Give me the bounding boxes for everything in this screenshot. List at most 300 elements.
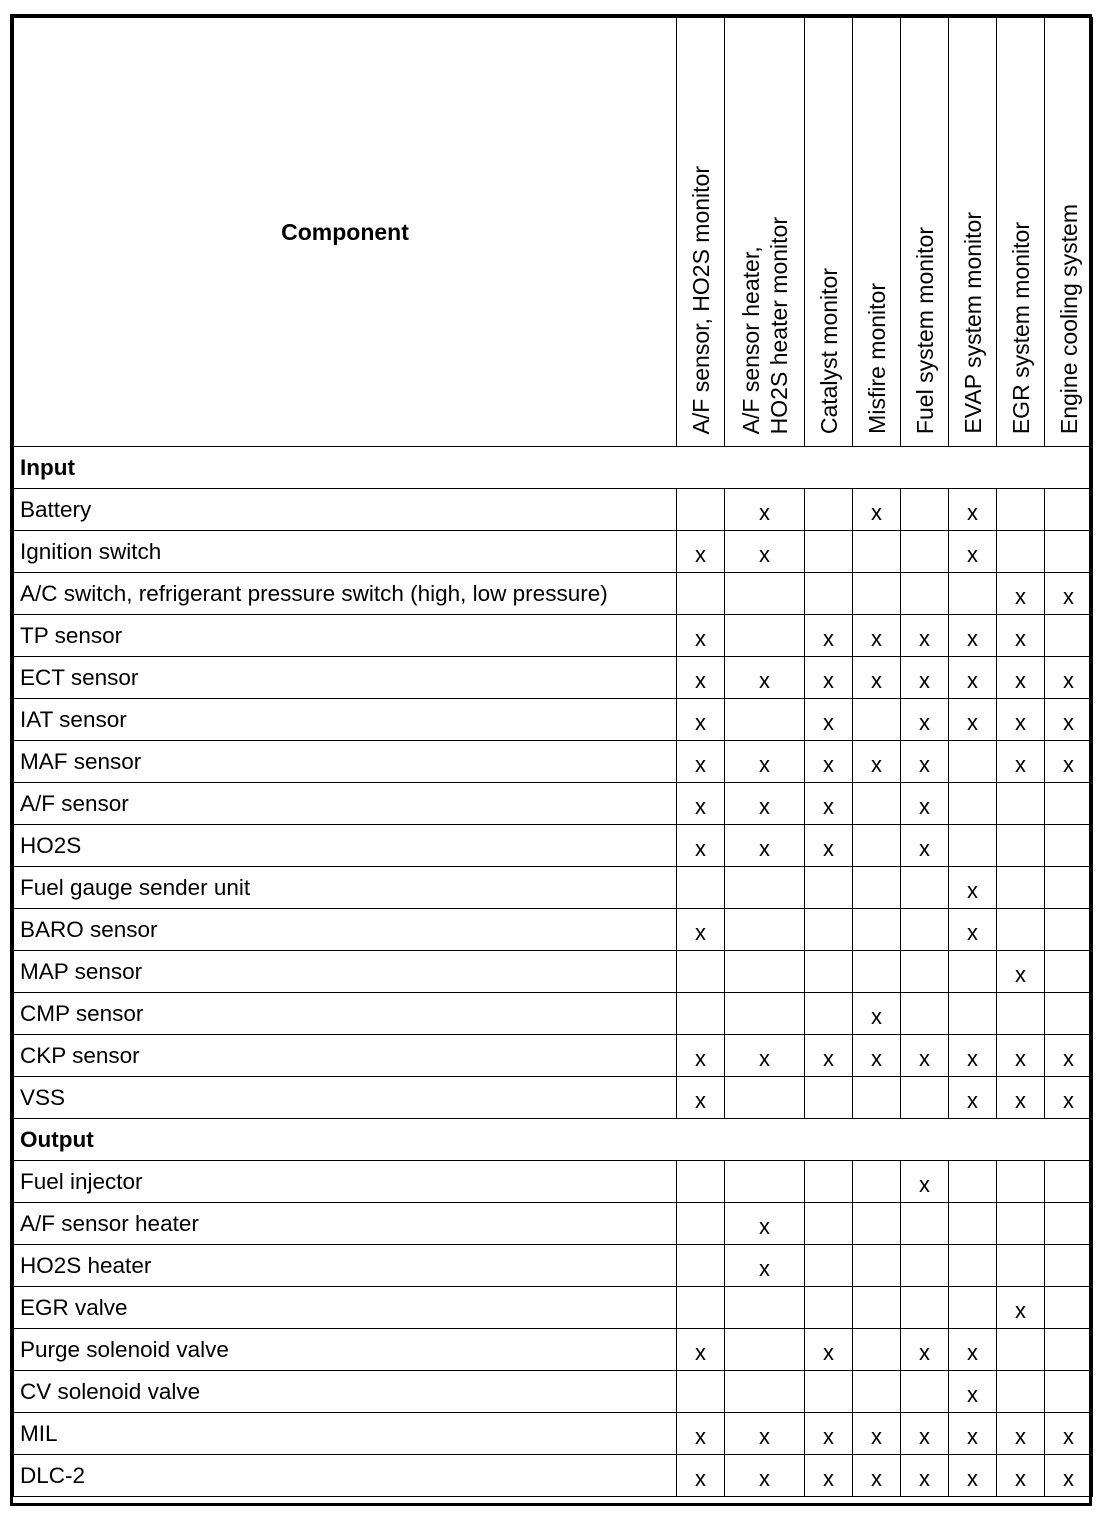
table-cell bbox=[853, 699, 901, 741]
table-cell bbox=[997, 1245, 1045, 1287]
table-cell bbox=[1045, 657, 1093, 699]
monitor-column-header bbox=[997, 18, 1045, 447]
table-cell bbox=[725, 699, 805, 741]
section-row bbox=[14, 1119, 1093, 1161]
table-cell bbox=[949, 489, 997, 531]
check-mark: x bbox=[919, 793, 930, 819]
table-cell bbox=[1045, 783, 1093, 825]
table-cell bbox=[853, 657, 901, 699]
table-cell bbox=[997, 699, 1045, 741]
table-cell bbox=[853, 1371, 901, 1413]
monitor-column-label: EGR system monitor bbox=[1007, 221, 1034, 434]
table-cell bbox=[997, 909, 1045, 951]
table-cell bbox=[997, 1329, 1045, 1371]
table-cell bbox=[725, 615, 805, 657]
table-cell bbox=[677, 1287, 725, 1329]
table-cell bbox=[1045, 1371, 1093, 1413]
component-column-header: Component bbox=[14, 18, 677, 447]
table-cell bbox=[805, 1329, 853, 1371]
check-mark: x bbox=[695, 1087, 706, 1113]
check-mark: x bbox=[759, 1213, 770, 1239]
table-cell bbox=[1045, 489, 1093, 531]
check-mark: x bbox=[1063, 1423, 1074, 1449]
component-name: VSS bbox=[14, 1077, 677, 1119]
table-cell bbox=[853, 867, 901, 909]
monitor-column-header bbox=[725, 18, 805, 447]
component-monitor-table bbox=[13, 17, 1093, 1497]
table-cell bbox=[677, 1413, 725, 1455]
check-mark: x bbox=[1015, 1423, 1026, 1449]
table-cell bbox=[725, 489, 805, 531]
table-cell bbox=[901, 1203, 949, 1245]
check-mark: x bbox=[695, 625, 706, 651]
table-cell bbox=[805, 825, 853, 867]
table-cell bbox=[853, 993, 901, 1035]
section-title: Output bbox=[14, 1119, 1093, 1161]
table-cell bbox=[853, 1077, 901, 1119]
table-body bbox=[14, 447, 1093, 1497]
table-cell bbox=[725, 993, 805, 1035]
table-cell bbox=[853, 489, 901, 531]
table-cell bbox=[725, 1035, 805, 1077]
table-cell bbox=[901, 1455, 949, 1497]
component-name: CKP sensor bbox=[14, 1035, 677, 1077]
component-name: CV solenoid valve bbox=[14, 1371, 677, 1413]
check-mark: x bbox=[967, 1339, 978, 1365]
check-mark: x bbox=[919, 709, 930, 735]
table-cell bbox=[677, 1329, 725, 1371]
table-cell bbox=[725, 1413, 805, 1455]
table-row bbox=[14, 1329, 1093, 1371]
table-cell bbox=[997, 615, 1045, 657]
check-mark: x bbox=[967, 625, 978, 651]
component-monitor-table-frame bbox=[10, 14, 1092, 1506]
check-mark: x bbox=[967, 919, 978, 945]
table-row bbox=[14, 951, 1093, 993]
table-row bbox=[14, 783, 1093, 825]
check-mark: x bbox=[823, 1339, 834, 1365]
table-cell bbox=[805, 1203, 853, 1245]
table-cell bbox=[901, 615, 949, 657]
check-mark: x bbox=[823, 667, 834, 693]
check-mark: x bbox=[759, 1045, 770, 1071]
check-mark: x bbox=[871, 1423, 882, 1449]
component-name: IAT sensor bbox=[14, 699, 677, 741]
table-cell bbox=[901, 1245, 949, 1287]
table-cell bbox=[997, 825, 1045, 867]
table-cell bbox=[725, 1329, 805, 1371]
table-cell bbox=[725, 867, 805, 909]
table-cell bbox=[1045, 951, 1093, 993]
check-mark: x bbox=[695, 1045, 706, 1071]
table-cell bbox=[949, 1161, 997, 1203]
table-cell bbox=[997, 531, 1045, 573]
table-row bbox=[14, 1245, 1093, 1287]
check-mark: x bbox=[823, 625, 834, 651]
check-mark: x bbox=[967, 1045, 978, 1071]
component-name: HO2S bbox=[14, 825, 677, 867]
table-row bbox=[14, 489, 1093, 531]
monitor-column-header bbox=[901, 18, 949, 447]
table-cell bbox=[997, 993, 1045, 1035]
table-cell bbox=[853, 531, 901, 573]
monitor-column-label: EVAP system monitor bbox=[959, 212, 986, 434]
section-title: Input bbox=[14, 447, 1093, 489]
check-mark: x bbox=[1063, 1465, 1074, 1491]
monitor-column-label: Misfire monitor bbox=[863, 283, 890, 434]
check-mark: x bbox=[919, 1171, 930, 1197]
table-cell bbox=[677, 993, 725, 1035]
table-header-row bbox=[14, 18, 1093, 447]
check-mark: x bbox=[871, 1003, 882, 1029]
table-cell bbox=[901, 1161, 949, 1203]
table-cell bbox=[901, 1329, 949, 1371]
table-cell bbox=[997, 1035, 1045, 1077]
table-cell bbox=[1045, 993, 1093, 1035]
monitor-column-label: Fuel system monitor bbox=[911, 226, 938, 434]
table-cell bbox=[901, 867, 949, 909]
check-mark: x bbox=[919, 751, 930, 777]
section-row bbox=[14, 447, 1093, 489]
component-name: HO2S heater bbox=[14, 1245, 677, 1287]
table-cell bbox=[805, 951, 853, 993]
table-row bbox=[14, 1203, 1093, 1245]
table-cell bbox=[853, 1287, 901, 1329]
check-mark: x bbox=[823, 793, 834, 819]
component-name: MIL bbox=[14, 1413, 677, 1455]
table-row bbox=[14, 1287, 1093, 1329]
table-cell bbox=[677, 573, 725, 615]
monitor-column-label: Catalyst monitor bbox=[815, 267, 842, 434]
table-cell bbox=[677, 1245, 725, 1287]
check-mark: x bbox=[871, 1465, 882, 1491]
table-cell bbox=[805, 699, 853, 741]
check-mark: x bbox=[919, 1339, 930, 1365]
check-mark: x bbox=[759, 541, 770, 567]
table-cell bbox=[949, 699, 997, 741]
check-mark: x bbox=[1063, 583, 1074, 609]
table-cell bbox=[677, 867, 725, 909]
table-cell bbox=[901, 825, 949, 867]
table-cell bbox=[805, 1161, 853, 1203]
table-cell bbox=[677, 909, 725, 951]
table-cell bbox=[725, 783, 805, 825]
table-cell bbox=[1045, 1077, 1093, 1119]
check-mark: x bbox=[823, 751, 834, 777]
table-cell bbox=[677, 1161, 725, 1203]
check-mark: x bbox=[919, 1045, 930, 1071]
component-name: EGR valve bbox=[14, 1287, 677, 1329]
check-mark: x bbox=[1015, 667, 1026, 693]
monitor-column-header bbox=[1045, 18, 1093, 447]
check-mark: x bbox=[919, 625, 930, 651]
table-cell bbox=[949, 1245, 997, 1287]
monitor-column-label: A/F sensor heater, HO2S heater monitor bbox=[737, 216, 792, 434]
component-name: MAP sensor bbox=[14, 951, 677, 993]
component-name: Purge solenoid valve bbox=[14, 1329, 677, 1371]
table-cell bbox=[1045, 1203, 1093, 1245]
component-name: A/F sensor heater bbox=[14, 1203, 677, 1245]
check-mark: x bbox=[1063, 1045, 1074, 1071]
table-cell bbox=[901, 1287, 949, 1329]
table-cell bbox=[1045, 1161, 1093, 1203]
table-row bbox=[14, 867, 1093, 909]
table-cell bbox=[949, 825, 997, 867]
check-mark: x bbox=[1063, 667, 1074, 693]
check-mark: x bbox=[967, 709, 978, 735]
table-cell bbox=[901, 951, 949, 993]
check-mark: x bbox=[823, 709, 834, 735]
check-mark: x bbox=[695, 1465, 706, 1491]
table-cell bbox=[1045, 1245, 1093, 1287]
check-mark: x bbox=[967, 1465, 978, 1491]
check-mark: x bbox=[967, 1087, 978, 1113]
check-mark: x bbox=[695, 541, 706, 567]
component-name: DLC-2 bbox=[14, 1455, 677, 1497]
table-cell bbox=[949, 657, 997, 699]
table-cell bbox=[725, 573, 805, 615]
check-mark: x bbox=[871, 625, 882, 651]
table-cell bbox=[725, 741, 805, 783]
table-cell bbox=[853, 1161, 901, 1203]
table-cell bbox=[725, 1371, 805, 1413]
table-cell bbox=[805, 993, 853, 1035]
table-cell bbox=[949, 1413, 997, 1455]
table-cell bbox=[805, 909, 853, 951]
check-mark: x bbox=[695, 1423, 706, 1449]
table-cell bbox=[997, 1413, 1045, 1455]
table-cell bbox=[949, 1329, 997, 1371]
check-mark: x bbox=[759, 1255, 770, 1281]
table-cell bbox=[725, 825, 805, 867]
table-cell bbox=[677, 489, 725, 531]
check-mark: x bbox=[967, 877, 978, 903]
table-cell bbox=[805, 1077, 853, 1119]
check-mark: x bbox=[1015, 583, 1026, 609]
table-cell bbox=[853, 909, 901, 951]
table-cell bbox=[805, 489, 853, 531]
check-mark: x bbox=[919, 667, 930, 693]
table-cell bbox=[805, 573, 853, 615]
table-cell bbox=[1045, 615, 1093, 657]
check-mark: x bbox=[823, 835, 834, 861]
table-cell bbox=[1045, 1455, 1093, 1497]
table-cell bbox=[725, 1245, 805, 1287]
table-cell bbox=[677, 531, 725, 573]
component-name: CMP sensor bbox=[14, 993, 677, 1035]
table-cell bbox=[853, 573, 901, 615]
check-mark: x bbox=[823, 1045, 834, 1071]
check-mark: x bbox=[1063, 1087, 1074, 1113]
monitor-column-header bbox=[949, 18, 997, 447]
table-cell bbox=[901, 699, 949, 741]
check-mark: x bbox=[1015, 1465, 1026, 1491]
table-cell bbox=[677, 1077, 725, 1119]
table-cell bbox=[1045, 1035, 1093, 1077]
table-cell bbox=[949, 573, 997, 615]
check-mark: x bbox=[871, 1045, 882, 1071]
component-name: Fuel injector bbox=[14, 1161, 677, 1203]
table-cell bbox=[949, 867, 997, 909]
table-cell bbox=[725, 531, 805, 573]
table-cell bbox=[805, 615, 853, 657]
check-mark: x bbox=[759, 751, 770, 777]
check-mark: x bbox=[695, 709, 706, 735]
check-mark: x bbox=[759, 667, 770, 693]
table-cell bbox=[853, 783, 901, 825]
check-mark: x bbox=[759, 835, 770, 861]
check-mark: x bbox=[1015, 709, 1026, 735]
table-row bbox=[14, 993, 1093, 1035]
table-cell bbox=[997, 951, 1045, 993]
check-mark: x bbox=[759, 1465, 770, 1491]
table-cell bbox=[677, 657, 725, 699]
table-row bbox=[14, 909, 1093, 951]
table-cell bbox=[997, 783, 1045, 825]
check-mark: x bbox=[967, 541, 978, 567]
table-row bbox=[14, 1413, 1093, 1455]
table-cell bbox=[677, 1035, 725, 1077]
table-cell bbox=[997, 741, 1045, 783]
table-cell bbox=[805, 1035, 853, 1077]
check-mark: x bbox=[759, 499, 770, 525]
check-mark: x bbox=[919, 835, 930, 861]
check-mark: x bbox=[967, 1381, 978, 1407]
table-cell bbox=[805, 1287, 853, 1329]
table-row bbox=[14, 657, 1093, 699]
table-cell bbox=[949, 951, 997, 993]
table-cell bbox=[853, 1413, 901, 1455]
table-cell bbox=[725, 909, 805, 951]
component-name: Battery bbox=[14, 489, 677, 531]
table-cell bbox=[949, 1287, 997, 1329]
table-cell bbox=[677, 825, 725, 867]
table-cell bbox=[997, 657, 1045, 699]
check-mark: x bbox=[919, 1465, 930, 1491]
table-cell bbox=[805, 1245, 853, 1287]
table-cell bbox=[853, 1035, 901, 1077]
check-mark: x bbox=[871, 667, 882, 693]
table-cell bbox=[949, 1371, 997, 1413]
monitor-column-label: Engine cooling system bbox=[1055, 203, 1082, 434]
table-cell bbox=[1045, 741, 1093, 783]
table-cell bbox=[725, 1077, 805, 1119]
component-name: MAF sensor bbox=[14, 741, 677, 783]
check-mark: x bbox=[871, 751, 882, 777]
table-cell bbox=[677, 951, 725, 993]
table-cell bbox=[805, 1455, 853, 1497]
table-cell bbox=[805, 1413, 853, 1455]
table-row bbox=[14, 1077, 1093, 1119]
check-mark: x bbox=[967, 667, 978, 693]
table-cell bbox=[901, 1077, 949, 1119]
table-cell bbox=[677, 783, 725, 825]
check-mark: x bbox=[1063, 751, 1074, 777]
check-mark: x bbox=[967, 499, 978, 525]
table-cell bbox=[949, 1077, 997, 1119]
table-cell bbox=[997, 573, 1045, 615]
table-cell bbox=[997, 1077, 1045, 1119]
table-cell bbox=[677, 741, 725, 783]
check-mark: x bbox=[967, 1423, 978, 1449]
check-mark: x bbox=[759, 793, 770, 819]
table-cell bbox=[901, 573, 949, 615]
component-name: Fuel gauge sender unit bbox=[14, 867, 677, 909]
table-cell bbox=[949, 1035, 997, 1077]
table-cell bbox=[997, 1161, 1045, 1203]
table-cell bbox=[853, 825, 901, 867]
monitor-column-header bbox=[677, 18, 725, 447]
table-cell bbox=[853, 615, 901, 657]
table-row bbox=[14, 1035, 1093, 1077]
component-name: TP sensor bbox=[14, 615, 677, 657]
table-cell bbox=[1045, 699, 1093, 741]
table-cell bbox=[853, 951, 901, 993]
check-mark: x bbox=[695, 1339, 706, 1365]
table-cell bbox=[901, 741, 949, 783]
table-cell bbox=[677, 699, 725, 741]
table-cell bbox=[805, 741, 853, 783]
table-row bbox=[14, 531, 1093, 573]
table-cell bbox=[853, 1245, 901, 1287]
table-cell bbox=[1045, 1287, 1093, 1329]
table-cell bbox=[853, 1455, 901, 1497]
table-cell bbox=[805, 1371, 853, 1413]
check-mark: x bbox=[823, 1465, 834, 1491]
table-row bbox=[14, 699, 1093, 741]
check-mark: x bbox=[695, 835, 706, 861]
table-cell bbox=[677, 1203, 725, 1245]
component-name: A/C switch, refrigerant pressure switch (high, low pressure) bbox=[14, 573, 677, 615]
table-cell bbox=[997, 489, 1045, 531]
table-cell bbox=[677, 1455, 725, 1497]
table-cell bbox=[1045, 573, 1093, 615]
check-mark: x bbox=[695, 793, 706, 819]
table-cell bbox=[901, 909, 949, 951]
table-cell bbox=[1045, 825, 1093, 867]
table-cell bbox=[805, 783, 853, 825]
table-cell bbox=[949, 1203, 997, 1245]
table-cell bbox=[949, 741, 997, 783]
check-mark: x bbox=[1015, 1087, 1026, 1113]
table-cell bbox=[997, 867, 1045, 909]
table-cell bbox=[949, 993, 997, 1035]
table-cell bbox=[725, 1287, 805, 1329]
table-cell bbox=[901, 993, 949, 1035]
table-cell bbox=[949, 531, 997, 573]
table-row bbox=[14, 825, 1093, 867]
component-name: ECT sensor bbox=[14, 657, 677, 699]
table-cell bbox=[997, 1455, 1045, 1497]
table-cell bbox=[949, 1455, 997, 1497]
table-cell bbox=[725, 1455, 805, 1497]
check-mark: x bbox=[871, 499, 882, 525]
table-cell bbox=[805, 531, 853, 573]
check-mark: x bbox=[1015, 1045, 1026, 1071]
component-name: Ignition switch bbox=[14, 531, 677, 573]
check-mark: x bbox=[919, 1423, 930, 1449]
table-cell bbox=[725, 1161, 805, 1203]
check-mark: x bbox=[1063, 709, 1074, 735]
table-cell bbox=[997, 1203, 1045, 1245]
check-mark: x bbox=[759, 1423, 770, 1449]
table-cell bbox=[901, 489, 949, 531]
table-row bbox=[14, 1371, 1093, 1413]
monitor-column-label: A/F sensor, HO2S monitor bbox=[687, 165, 714, 434]
table-cell bbox=[901, 1371, 949, 1413]
table-cell bbox=[949, 909, 997, 951]
table-cell bbox=[1045, 909, 1093, 951]
